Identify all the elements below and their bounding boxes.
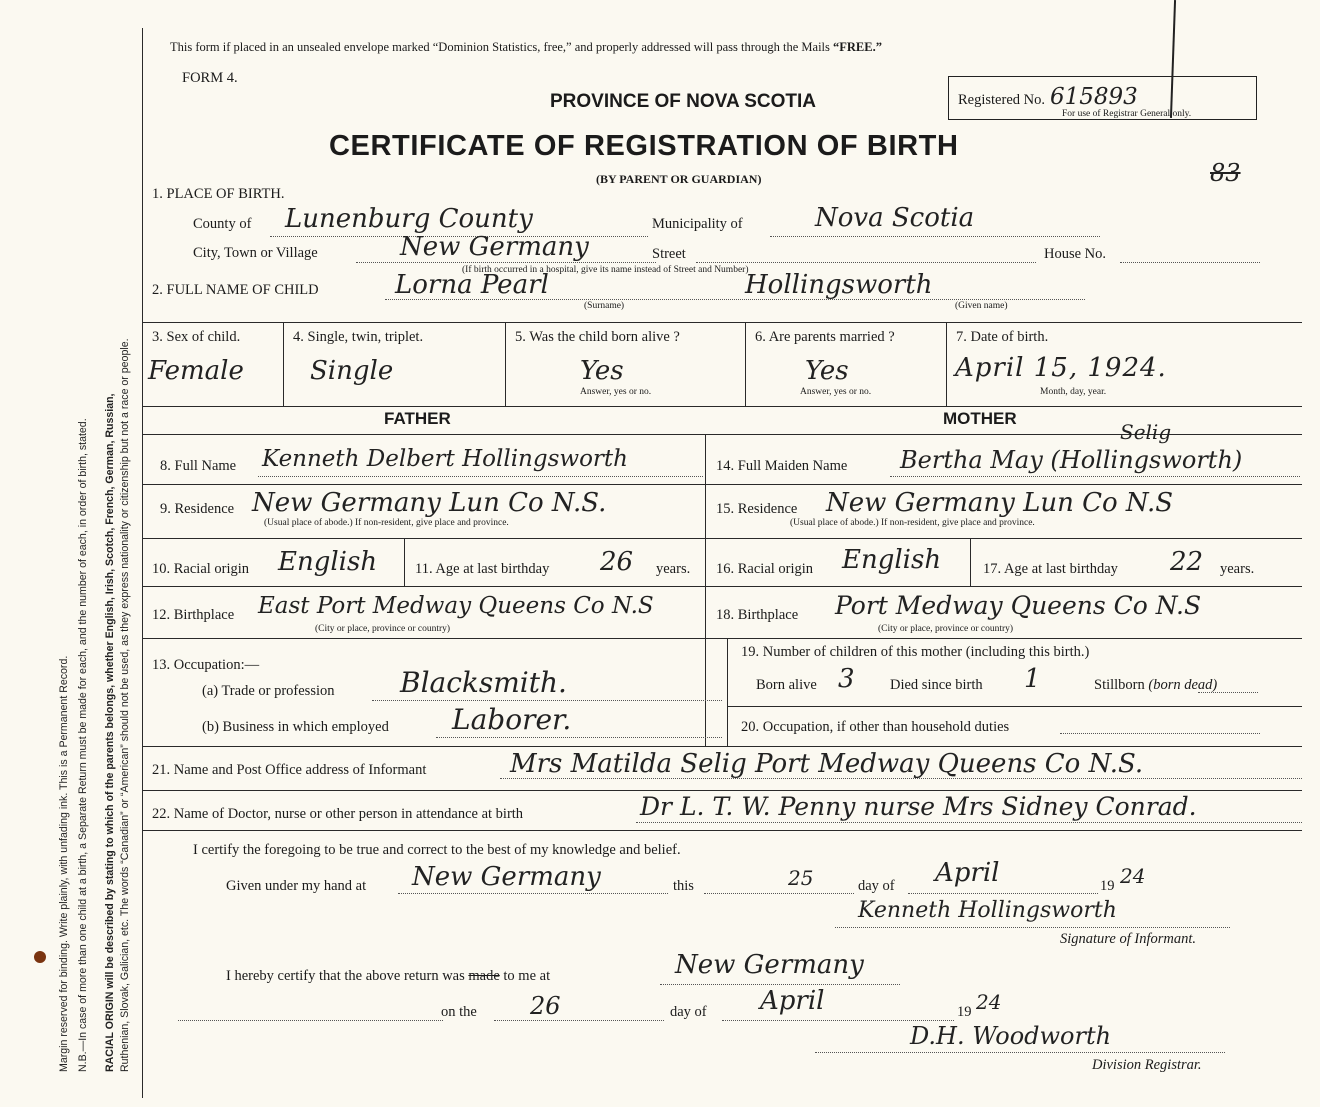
father-occupation-divider bbox=[727, 638, 728, 746]
mother-children-label: 19. Number of children of this mother (including this birth.) bbox=[741, 644, 1090, 660]
child-name-label: 2. FULL NAME OF CHILD bbox=[152, 282, 319, 298]
form-number: FORM 4. bbox=[182, 70, 238, 86]
registrar-month-value: April bbox=[760, 986, 825, 1016]
row3-divider-3 bbox=[745, 322, 746, 406]
doctor-value: Dr L. T. W. Penny nurse Mrs Sidney Conrad. bbox=[640, 792, 1197, 821]
corner-mark: 83 bbox=[1210, 159, 1241, 187]
informant-underline bbox=[500, 778, 1302, 779]
child-given-name: Lorna Pearl bbox=[395, 270, 549, 300]
mother-birthplace-value: Port Medway Queens Co N.S bbox=[835, 591, 1202, 620]
father-birthplace-note: (City or place, province or country) bbox=[315, 624, 451, 634]
municipality-underline bbox=[770, 236, 1100, 237]
parents-bottom-border bbox=[142, 746, 1302, 747]
registrar-extra-underline bbox=[178, 1020, 443, 1021]
birth-type-label: 4. Single, twin, triplet. bbox=[293, 329, 424, 345]
parents-married-question: 6. Are parents married ? bbox=[755, 329, 895, 345]
mother-racial-divider bbox=[970, 538, 971, 586]
on-the-label: on the bbox=[441, 1004, 477, 1020]
parents-married-answer: Yes bbox=[805, 356, 849, 386]
born-alive-answer: Yes bbox=[580, 356, 624, 386]
row3-divider-1 bbox=[283, 322, 284, 406]
father-age-unit: years. bbox=[656, 561, 691, 577]
mother-residence-value: New Germany Lun Co N.S bbox=[826, 488, 1174, 518]
mother-row-14-border bbox=[705, 484, 1302, 485]
mother-name-value: Bertha May (Hollingsworth) bbox=[900, 446, 1243, 474]
father-business-label: (b) Business in which employed bbox=[202, 719, 389, 735]
parents-top-border bbox=[142, 406, 1302, 407]
given-month-underline bbox=[908, 893, 1098, 894]
mother-age-value: 22 bbox=[1170, 547, 1204, 577]
died-since-birth-label: Died since birth bbox=[890, 677, 983, 693]
doctor-label: 22. Name of Doctor, nurse or other person in attendance at birth bbox=[152, 806, 524, 822]
father-trade-value: Blacksmith. bbox=[400, 666, 567, 699]
died-since-birth-count: 1 bbox=[1024, 664, 1041, 694]
stillborn-underline bbox=[1198, 692, 1258, 693]
child-surname: Hollingsworth bbox=[745, 270, 933, 300]
father-business-underline bbox=[436, 737, 722, 738]
given-place-value: New Germany bbox=[412, 862, 601, 892]
father-name-underline bbox=[258, 476, 703, 477]
given-place-underline bbox=[398, 893, 668, 894]
father-age-value: 26 bbox=[600, 547, 634, 577]
father-birthplace-value: East Port Medway Queens Co N.S bbox=[258, 593, 654, 619]
registered-label: Registered No. bbox=[958, 92, 1045, 108]
given-month-value: April bbox=[935, 858, 1000, 888]
born-alive-question: 5. Was the child born alive ? bbox=[515, 329, 680, 345]
mother-racial-label: 16. Racial origin bbox=[716, 561, 814, 577]
stillborn-label: Stillborn (born dead) bbox=[1094, 677, 1218, 693]
municipality-value: Nova Scotia bbox=[815, 203, 975, 233]
surname-note: (Surname) bbox=[584, 301, 625, 311]
mother-heading: MOTHER bbox=[943, 409, 1017, 428]
father-racial-value: English bbox=[278, 547, 378, 577]
row3-divider-2 bbox=[505, 322, 506, 406]
given-year-prefix: 19 bbox=[1100, 878, 1115, 894]
certificate-title: CERTIFICATE OF REGISTRATION OF BIRTH bbox=[329, 130, 959, 162]
mother-row-16-border bbox=[705, 586, 1302, 587]
given-day-underline bbox=[704, 893, 854, 894]
mother-row-19-border bbox=[727, 706, 1302, 707]
certify-statement: I certify the foregoing to be true and correct to the best of my knowledge and belief. bbox=[193, 842, 681, 858]
father-row-8-border bbox=[142, 484, 705, 485]
sidebar-text-1: Margin reserved for binding. Write plainly, with unfading ink. This is a Permanent Record. bbox=[58, 655, 70, 1072]
mother-residence-label: 15. Residence bbox=[716, 501, 798, 517]
father-residence-label: 9. Residence bbox=[160, 501, 235, 517]
born-alive-note: Answer, yes or no. bbox=[580, 387, 652, 397]
parents-married-note: Answer, yes or no. bbox=[800, 387, 872, 397]
mother-occupation-label: 20. Occupation, if other than household duties bbox=[741, 719, 1010, 735]
registrar-place-underline bbox=[660, 984, 900, 985]
registrar-year-prefix: 19 bbox=[957, 1004, 972, 1020]
mailing-notice: This form if placed in an unsealed envelope marked “Dominion Statistics, free,” and properly addressed will pass through the Mails “FREE.” bbox=[170, 40, 882, 54]
mother-age-label: 17. Age at last birthday bbox=[983, 561, 1118, 577]
certificate-subtitle: (BY PARENT OR GUARDIAN) bbox=[596, 172, 762, 186]
registrar-place-value: New Germany bbox=[675, 950, 864, 980]
father-heading: FATHER bbox=[384, 409, 451, 428]
registrar-signature: D.H. Woodworth bbox=[910, 1022, 1112, 1050]
county-label: County of bbox=[193, 216, 252, 232]
street-label: Street bbox=[652, 246, 686, 262]
mother-occupation-underline bbox=[1060, 733, 1260, 734]
mother-row-15-border bbox=[705, 538, 1302, 539]
registrar-signature-underline bbox=[815, 1052, 1225, 1053]
sidebar-text-2: N.B.—In case of more than one child at a birth, a Separate Return must be made for each, and the number of each, in order of birth, stated. bbox=[77, 418, 89, 1072]
born-alive-count-label: Born alive bbox=[756, 677, 817, 693]
registrar-use-note: For use of Registrar General only. bbox=[1062, 109, 1192, 119]
registrar-month-underline bbox=[722, 1020, 954, 1021]
sidebar-text-4: Ruthenian, Slovak, Galician, etc. The words “Canadian” or “American” should not be used, as they express nationality or citizenship but not a race or people. bbox=[119, 338, 131, 1072]
sex-label: 3. Sex of child. bbox=[152, 329, 241, 345]
father-birthplace-label: 12. Birthplace bbox=[152, 607, 235, 623]
father-racial-divider bbox=[404, 538, 405, 586]
birth-type-value: Single bbox=[310, 356, 394, 386]
mother-name-label: 14. Full Maiden Name bbox=[716, 458, 848, 474]
registrar-day-underline bbox=[494, 1020, 664, 1021]
born-alive-count: 3 bbox=[838, 664, 855, 694]
father-name-value: Kenneth Delbert Hollingsworth bbox=[262, 446, 628, 472]
father-row-9-border bbox=[142, 538, 705, 539]
doctor-underline bbox=[636, 822, 1302, 823]
father-business-value: Laborer. bbox=[452, 703, 572, 736]
county-value: Lunenburg County bbox=[285, 204, 533, 234]
row3-divider-4 bbox=[946, 322, 947, 406]
given-day-value: 25 bbox=[788, 866, 814, 890]
father-row-10-border bbox=[142, 586, 705, 587]
father-residence-note: (Usual place of abode.) If non-resident, give place and province. bbox=[264, 518, 509, 528]
mother-birthplace-note: (City or place, province or country) bbox=[878, 624, 1014, 634]
mother-residence-note: (Usual place of abode.) If non-resident, give place and province. bbox=[790, 518, 1035, 528]
father-racial-label: 10. Racial origin bbox=[152, 561, 250, 577]
mother-racial-value: English bbox=[842, 545, 942, 575]
mother-selig-note: Selig bbox=[1120, 420, 1172, 444]
mother-age-unit: years. bbox=[1220, 561, 1255, 577]
given-this-label: this bbox=[673, 878, 694, 894]
mother-birthplace-label: 18. Birthplace bbox=[716, 607, 799, 623]
house-number-underline bbox=[1120, 262, 1260, 263]
date-of-birth-value: April 15, 1924. bbox=[955, 353, 1167, 383]
house-number-label: House No. bbox=[1044, 246, 1107, 262]
father-occupation-label: 13. Occupation:— bbox=[152, 657, 260, 673]
division-registrar-label: Division Registrar. bbox=[1092, 1057, 1202, 1073]
father-row-12-border bbox=[142, 638, 705, 639]
mother-row-18-border bbox=[705, 638, 1302, 639]
signature-of-informant-label: Signature of Informant. bbox=[1060, 931, 1197, 947]
child-name-underline bbox=[385, 299, 1085, 300]
informant-label: 21. Name and Post Office address of Informant bbox=[152, 762, 427, 778]
father-trade-label: (a) Trade or profession bbox=[202, 683, 335, 699]
date-of-birth-label: 7. Date of birth. bbox=[956, 329, 1049, 345]
row3-top-border bbox=[142, 322, 1302, 323]
father-name-label: 8. Full Name bbox=[160, 458, 237, 474]
registrar-year-value: 24 bbox=[976, 990, 1002, 1014]
registered-number: 615893 bbox=[1050, 84, 1138, 110]
street-underline bbox=[696, 262, 1036, 263]
given-name-note: (Given name) bbox=[955, 301, 1008, 311]
city-value: New Germany bbox=[400, 232, 589, 262]
father-trade-underline bbox=[372, 700, 722, 701]
place-of-birth-heading: 1. PLACE OF BIRTH. bbox=[152, 186, 285, 202]
city-underline bbox=[356, 262, 656, 263]
registrar-day-value: 26 bbox=[530, 992, 561, 1020]
mother-name-underline bbox=[890, 476, 1300, 477]
father-residence-value: New Germany Lun Co N.S. bbox=[252, 488, 607, 518]
registrar-day-of-label: day of bbox=[670, 1004, 707, 1020]
province-heading: PROVINCE OF NOVA SCOTIA bbox=[550, 91, 817, 112]
doctor-border bbox=[142, 830, 1302, 831]
date-of-birth-note: Month, day, year. bbox=[1040, 387, 1107, 397]
hospital-note: (If birth occurred in a hospital, give its name instead of Street and Number) bbox=[462, 265, 749, 275]
municipality-label: Municipality of bbox=[652, 216, 743, 232]
father-age-label: 11. Age at last birthday bbox=[415, 561, 550, 577]
given-day-of-label: day of bbox=[858, 878, 895, 894]
given-year-value: 24 bbox=[1120, 864, 1146, 888]
informant-value: Mrs Matilda Selig Port Medway Queens Co N.S. bbox=[510, 749, 1144, 779]
binding-margin-line bbox=[142, 28, 143, 1098]
informant-signature: Kenneth Hollingsworth bbox=[858, 898, 1117, 923]
sidebar-text-3: RACIAL ORIGIN will be described by stating to which of the parents belongs, whether English, Irish, Scotch, French, German, Russian, bbox=[104, 393, 116, 1072]
city-label: City, Town or Village bbox=[193, 245, 318, 261]
informant-border bbox=[142, 790, 1302, 791]
sex-value: Female bbox=[148, 356, 244, 386]
binding-hole bbox=[34, 951, 46, 963]
registrar-statement: I hereby certify that the above return was made to me at bbox=[226, 968, 551, 984]
informant-signature-underline bbox=[835, 927, 1230, 928]
given-under-hand-label: Given under my hand at bbox=[226, 878, 367, 894]
